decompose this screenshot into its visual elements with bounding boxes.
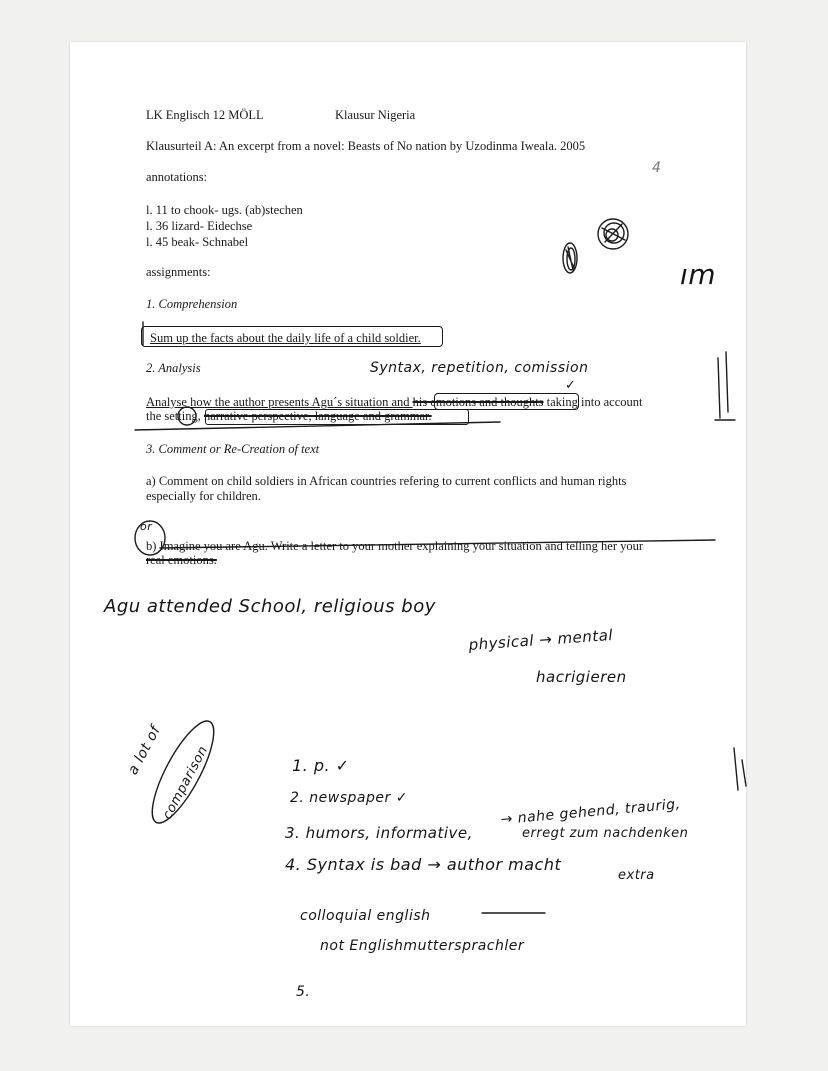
comprehension-title: 1. Comprehension [146, 297, 238, 311]
list-item-3-note-1: → nahe gehend, traurig, [500, 796, 682, 828]
comment-a-line-2: especially for children. [146, 489, 261, 503]
list-item: 1. p. ✓ [292, 756, 350, 775]
comment-b-line-1: b) Imagine you are Agu. Write a letter to your mother explaining your situation and telling her your [146, 539, 644, 553]
list-item-3-note-2: erregt zum nachdenken [522, 826, 689, 841]
analysis-emphasis: his emotions and thoughts [412, 395, 544, 409]
margin-mark [734, 748, 746, 790]
comment-b-line-2: real emotions. [146, 553, 217, 567]
check-mark: ✓ [565, 378, 577, 393]
option-b-circle [135, 521, 165, 555]
syntax-note: Syntax, repetition, comission [370, 360, 589, 376]
hacking-note: hacrigieren [536, 668, 627, 686]
analysis-line-2a: the setting, [146, 409, 204, 423]
list-item: 4. Syntax is bad → author macht [285, 855, 562, 874]
comprehension-task: Sum up the facts about the daily life of a child soldier. [150, 331, 421, 345]
scribble-mark [598, 219, 628, 249]
assignments-heading: assignments: [146, 265, 211, 279]
option-b-underline [160, 540, 715, 548]
annotation-item: l. 11 to chook- ugs. (ab)stechen [146, 203, 303, 217]
comparison-oval [141, 714, 225, 831]
course-label: LK Englisch 12 MÖLL [146, 108, 264, 122]
margin-mark [715, 352, 735, 420]
analysis-line-1c: taking into account [543, 395, 643, 409]
agu-note: Agu attended School, religious boy [104, 596, 436, 617]
physical-note: physical → mental [468, 625, 614, 654]
scribble-mark [563, 243, 577, 273]
comment-title: 3. Comment or Re-Creation of text [146, 442, 320, 456]
list-item: colloquial english [300, 908, 431, 924]
annotations-heading: annotations: [146, 170, 208, 184]
exam-title: Klausur Nigeria [335, 108, 416, 122]
underline-arrow [135, 422, 500, 430]
annotation-item: l. 36 lizard- Eidechse [146, 219, 253, 233]
list-item-4-note: extra [618, 868, 655, 883]
analysis-perspective: narrative perspective, language and grammar. [203, 409, 432, 423]
part-a-title: Klausurteil A: An excerpt from a novel: Beasts of No nation by Uzodinma Iweala. 2005 [146, 139, 586, 153]
list-item: 3. humors, informative, [285, 824, 473, 842]
side-note-comparison: comparison [160, 743, 212, 823]
analysis-title: 2. Analysis [146, 361, 201, 375]
tally-marks: ım [680, 258, 717, 291]
analysis-line-1a: Analyse how the author presents Agu´s situation and [146, 395, 413, 409]
list-item: not Englishmuttersprachler [320, 938, 525, 954]
setting-circle [178, 407, 196, 425]
comment-a-line-1: a) Comment on child soldiers in African countries refering to current conflicts and human rights [146, 474, 627, 488]
side-note-lot: a lot of [125, 723, 164, 778]
annotation-item: l. 45 beak- Schnabel [146, 235, 249, 249]
or-note: or [140, 520, 153, 533]
list-item: 5. [296, 984, 311, 1000]
list-item: 2. newspaper ✓ [290, 790, 408, 806]
score-mark: 4 [652, 160, 662, 176]
